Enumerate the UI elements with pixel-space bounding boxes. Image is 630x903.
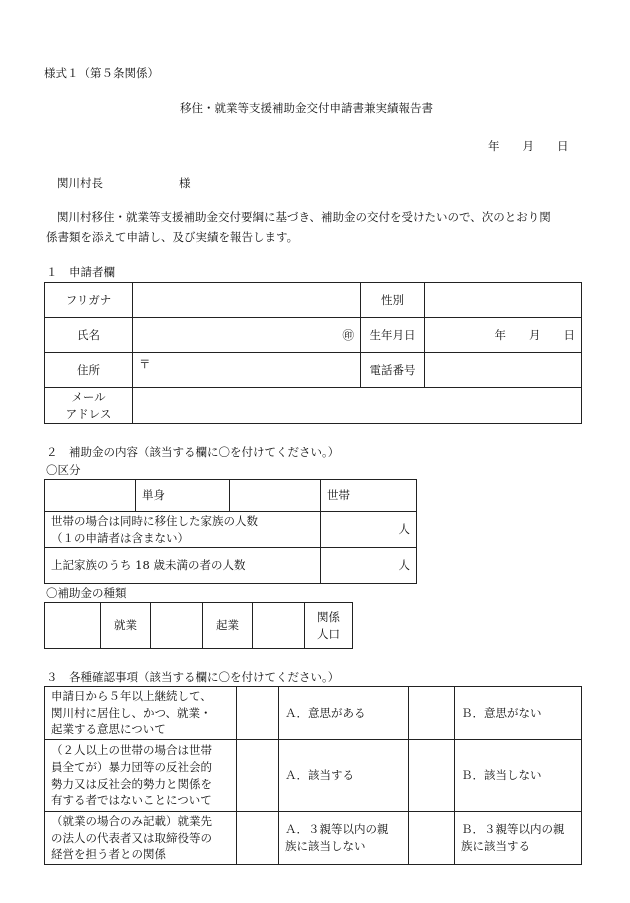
startup-label: 起業 [203, 603, 253, 649]
addressee-name: 関川村長 [57, 176, 103, 190]
option-a-label: Ａ．意思がある [279, 687, 409, 740]
option-b-label: Ｂ．該当しない [455, 740, 582, 812]
section1-heading: １ 申請者欄 [46, 265, 115, 279]
intro-line-2: 係書類を添えて申請し、及び実績を報告します。 [46, 230, 299, 244]
option-b-label: Ｂ．３親等以内の親 族に該当する [455, 812, 582, 865]
relation-mark-cell[interactable] [253, 603, 305, 649]
option-a-label: Ａ．３親等以内の親 族に該当しない [279, 812, 409, 865]
confirmation-row [45, 687, 582, 740]
type-table [44, 602, 353, 649]
furigana-field[interactable] [133, 283, 361, 318]
address-label: 住所 [45, 353, 133, 388]
option-b-mark-cell[interactable] [409, 812, 455, 865]
category-label: 〇区分 [46, 463, 81, 477]
name-field[interactable] [133, 318, 361, 353]
applicant-table [44, 282, 582, 424]
option-a-mark-cell[interactable] [237, 812, 279, 865]
family-count-field[interactable]: 人 [321, 512, 417, 548]
question-cell: 申請日から５年以上継続して、 関川村に居住し、かつ、就業・ 起業する意思について [45, 687, 237, 740]
household-label: 世帯 [321, 480, 417, 512]
option-b-mark-cell[interactable] [409, 687, 455, 740]
phone-label: 電話番号 [361, 353, 425, 388]
address-field[interactable] [133, 353, 361, 388]
single-label: 単身 [136, 480, 230, 512]
gender-label: 性別 [361, 283, 425, 318]
phone-field[interactable] [425, 353, 582, 388]
option-a-mark-cell[interactable] [237, 687, 279, 740]
form-number: 様式１（第５条関係） [44, 66, 159, 80]
date-line: 年 月 日 [488, 139, 569, 153]
confirmation-row [45, 740, 582, 812]
relation-population-label: 関係 人口 [305, 603, 353, 649]
confirmation-table [44, 686, 582, 865]
employment-label: 就業 [101, 603, 151, 649]
question-cell: （就業の場合のみ記載）就業先 の法人の代表者又は取締役等の 経営を担う者との関係 [45, 812, 237, 865]
gender-field[interactable] [425, 283, 582, 318]
section2-heading: ２ 補助金の内容（該当する欄に〇を付けてください。） [46, 445, 340, 459]
single-mark-cell[interactable] [45, 480, 136, 512]
addressee-honorific: 様 [179, 176, 191, 190]
question-cell: （２人以上の世帯の場合は世帯 員全てが）暴力団等の反社会的 勢力又は反社会的勢力と関係を 有する者ではないことについて [45, 740, 237, 812]
document-title: 移住・就業等支援補助金交付申請書兼実績報告書 [180, 101, 433, 115]
option-b-label: Ｂ．意思がない [455, 687, 582, 740]
under18-label: 上記家族のうち 18 歳未満の者の人数 [45, 548, 321, 584]
option-a-label: Ａ．該当する [279, 740, 409, 812]
intro-line-1: 関川村移住・就業等支援補助金交付要綱に基づき、補助金の交付を受けたいので、次のとおり関 [57, 210, 551, 224]
option-a-mark-cell[interactable] [237, 740, 279, 812]
employment-mark-cell[interactable] [45, 603, 101, 649]
type-label: 〇補助金の種類 [46, 586, 127, 600]
confirmation-row [45, 812, 582, 865]
household-mark-cell[interactable] [230, 480, 321, 512]
category-table [44, 479, 417, 584]
startup-mark-cell[interactable] [151, 603, 203, 649]
under18-field[interactable]: 人 [321, 548, 417, 584]
seal-mark: ㊞ [342, 327, 354, 342]
email-label: メール アドレス [45, 388, 133, 424]
family-count-label: 世帯の場合は同時に移住した家族の人数 （１の申請者は含まない） [45, 512, 321, 548]
email-field[interactable] [133, 388, 582, 424]
furigana-label: フリガナ [45, 283, 133, 318]
birth-field[interactable]: 年 月 日 [425, 318, 582, 353]
section3-heading: ３ 各種確認事項（該当する欄に〇を付けてください。） [46, 670, 340, 684]
name-label: 氏名 [45, 318, 133, 353]
option-b-mark-cell[interactable] [409, 740, 455, 812]
birth-label: 生年月日 [361, 318, 425, 353]
postal-mark: 〒 [139, 357, 151, 371]
